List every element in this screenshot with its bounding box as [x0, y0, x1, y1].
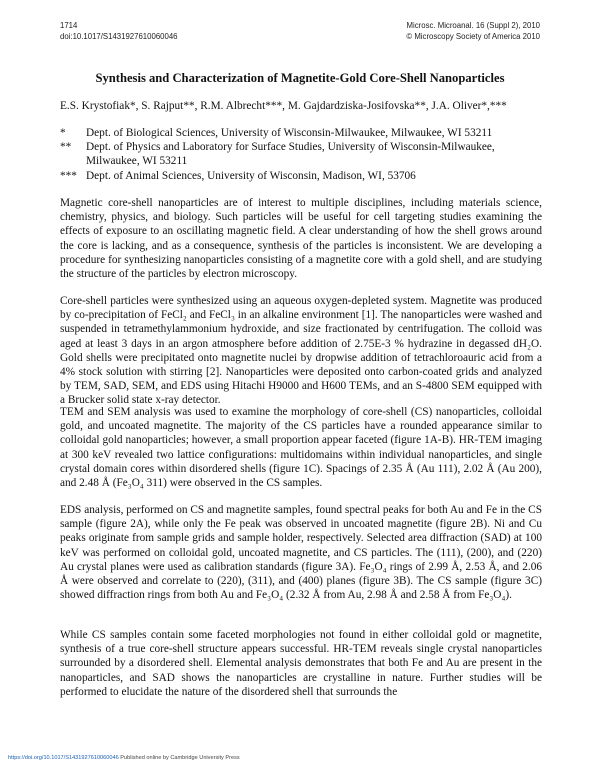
header-left — [60, 20, 178, 42]
affiliations — [60, 126, 540, 183]
affiliation-text: Dept. of Biological Sciences, University of Wisconsin-Milwaukee, Milwaukee, WI 53211 — [86, 127, 493, 139]
header-doi: doi:10.1017/S1431927610060046 — [60, 32, 178, 41]
affiliation-mark: ** — [60, 141, 72, 154]
paper-title: Synthesis and Characterization of Magnetite-Gold Core-Shell Nanoparticles — [95, 71, 505, 85]
affiliation-mark: *** — [60, 169, 77, 182]
affiliation-1 — [60, 126, 540, 140]
page-number: 1714 — [60, 21, 78, 30]
affiliation-mark: * — [60, 127, 66, 139]
affiliation-text: Dept. of Physics and Laboratory for Surface Studies, University of Wisconsin-Milwaukee, Milwaukee, WI 53211 — [86, 141, 495, 168]
body-paragraph-tem-sem: TEM and SEM analysis was used to examine the morphology of core-shell (CS) nanoparticles, colloidal gold, and uncoated magnetite. The majority of the CS particles have a rounded appearance similar to colloidal gold nanoparticles; however, a small proportion appear faceted (figure 1A-B). HR-TEM imaging at 300 keV revealed two lattice configurations: multidomains within individual nanoparticles, and single crystal domain cores within disordered shells (figure 1C). Spacings of 2.35 Å (Au 111), 2.02 Å (Au 200), and 2.48 Å (Fe₃O₄ 311) were observed in the CS samples. — [60, 406, 542, 490]
body-paragraph-conclusion: While CS samples contain some faceted morphologies not found in either colloidal gold or magnetite, synthesis of a true core-shell structure appears successful. HR-TEM reveals single crystal nanoparticles surrounded by a disordered shell. Elemental analysis demonstrates that both Fe and Au are present in the nanoparticles, and SAD shows the nanoparticles are crystalline in nature. Further studies will be performed to elucidate the nature of the disordered shell that surrounds the — [60, 629, 542, 698]
footer-doi-link[interactable]: https://doi.org/10.1017/S1431927610060046 — [8, 755, 119, 761]
journal-citation: Microsc. Microanal. 16 (Suppl 2), 2010 — [406, 21, 540, 30]
copyright-notice: © Microscopy Society of America 2010 — [406, 32, 540, 41]
author-list: E.S. Krystofiak*, S. Rajput**, R.M. Albrecht***, M. Gajdardziska-Josifovska**, J.A. Oliver*,*** — [60, 100, 507, 112]
header-right — [406, 20, 540, 42]
body-paragraph-methods: Core-shell particles were synthesized using an aqueous oxygen-depleted system. Magnetite was produced by co-precipitation of FeCl₂ and FeCl₃ in an alkaline environment [1]. The nanoparticles were washed and suspended in tetramethylammonium hydroxide, and size fractionated by centrifugation. The colloid was aged at least 3 days in an argon atmosphere before addition of 2.75E-3 % hydrazine in degassed dH₂O. Gold shells were precipitated onto magnetite nuclei by dropwise addition of tetrachloroauric acid from a 4% stock solution with stirring [2]. Nanoparticles were deposited onto carbon-coated grids and analyzed by TEM, SAD, SEM, and EDS using Hitachi H9000 and H600 TEMs, and an S-4800 SEM equipped with a Brucker solid state x-ray detector. — [60, 295, 542, 407]
affiliation-3 — [60, 169, 540, 183]
affiliation-text: Dept. of Animal Sciences, University of Wisconsin, Madison, WI, 53706 — [86, 169, 416, 182]
page-footer — [8, 755, 240, 761]
body-paragraph-introduction: Magnetic core-shell nanoparticles are of interest to multiple disciplines, including materials science, chemistry, physics, and biology. Such particles will be useful for cell targeting studies examining the effects of exposure to an oscillating magnetic field. A clear understanding of how the shell grows around the core is lacking, and as a consequence, synthesis of the particles is inconsistent. We are developing a procedure for synthesizing nanoparticles consisting of a magnetite core with a gold shell, and are studying the structure of the particles by electron microscopy. — [60, 197, 542, 281]
affiliation-2 — [60, 140, 540, 168]
footer-published: Published online by Cambridge University Press — [120, 755, 240, 761]
body-paragraph-eds-sad: EDS analysis, performed on CS and magnetite samples, found spectral peaks for both Au and Fe in the CS sample (figure 2A), while only the Fe peak was observed in uncoated magnetite (figure 2B). Ni and Cu peaks originate from sample grids and sample holder, respectively. Selected area diffraction (SAD) at 100 keV was performed on colloidal gold, uncoated magnetite, and CS particles. The (111), (200), and (220) Au crystal planes were used as calibration standards (figure 3A). Fe₃O₄ rings of 2.99 Å, 2.53 Å, and 2.06 Å were observed and correlate to (220), (311), and (400) planes (figure 3B). The CS sample (figure 3C) showed diffraction rings from both Au and Fe₃O₄ (2.32 Å from Au, 2.98 Å and 2.58 Å from Fe₃O₄). — [60, 504, 542, 602]
